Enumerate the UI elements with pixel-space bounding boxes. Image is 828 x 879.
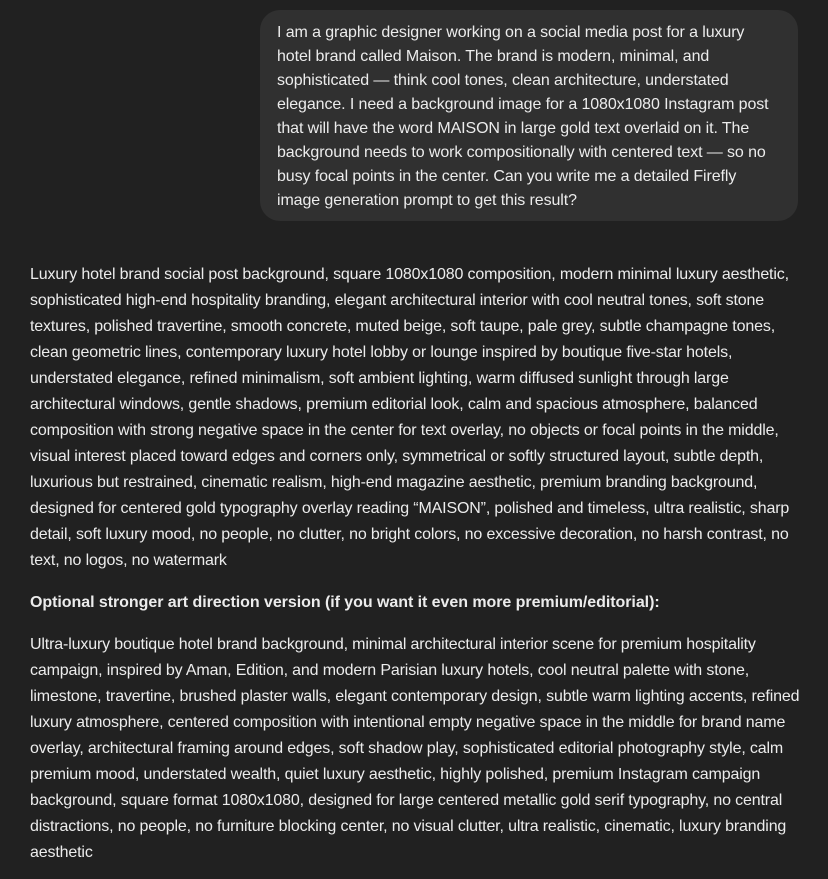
assistant-optional-heading: Optional stronger art direction version (if you want it even more premium/editorial):	[30, 594, 660, 611]
assistant-prompt-optional: Ultra-luxury boutique hotel brand background, minimal architectural interior scene for premium hospitality campaign, inspired by Aman, Edition, and modern Parisian luxury hotels, cool neutral palette with stone, limestone, travertine, brushed plaster walls, elegant contemporary design, subtle warm lighting accents, refined luxury atmosphere, centered composition with intentional empty negative space in the middle for brand name overlay, architectural framing around edges, soft shadow play, sophisticated editorial photography style, calm premium mood, understated wealth, quiet luxury aesthetic, highly polished, premium Instagram campaign background, square format 1080x1080, designed for large centered metallic gold serif typography, no central distractions, no people, no furniture blocking center, no visual clutter, ultra realistic, cinematic, luxury branding aesthetic	[30, 636, 800, 861]
user-message-bubble: I am a graphic designer working on a social media post for a luxury hotel brand called Maison. The brand is modern, minimal, and sophisticated — think cool tones, clean architecture, understated elegance. I need a background image for a 1080x1080 Instagram post that will have the word MAISON in large gold text overlaid on it. The background needs to work compositionally with centered text — so no busy focal points in the center. Can you write me a detailed Firefly image generation prompt to get this result?	[260, 10, 798, 221]
assistant-prompt-main: Luxury hotel brand social post background, square 1080x1080 composition, modern minimal luxury aesthetic, sophisticated high-end hospitality branding, elegant architectural interior with cool neutral tones, soft stone textures, polished travertine, smooth concrete, muted beige, soft taupe, pale grey, subtle champagne tones, clean geometric lines, contemporary luxury hotel lobby or lounge inspired by boutique five-star hotels, understated elegance, refined minimalism, soft ambient lighting, warm diffused sunlight through large architectural windows, gentle shadows, premium editorial look, calm and spacious atmosphere, balanced composition with strong negative space in the center for text overlay, no objects or focal points in the middle, visual interest placed toward edges and corners only, symmetrical or softly structured layout, subtle depth, luxurious but restrained, cinematic realism, high-end magazine aesthetic, premium branding background, designed for centered gold typography overlay reading “MAISON”, polished and timeless, ultra realistic, sharp detail, soft luxury mood, no people, no clutter, no bright colors, no excessive decoration, no harsh contrast, no text, no logos, no watermark	[30, 266, 790, 569]
assistant-message	[30, 262, 802, 866]
